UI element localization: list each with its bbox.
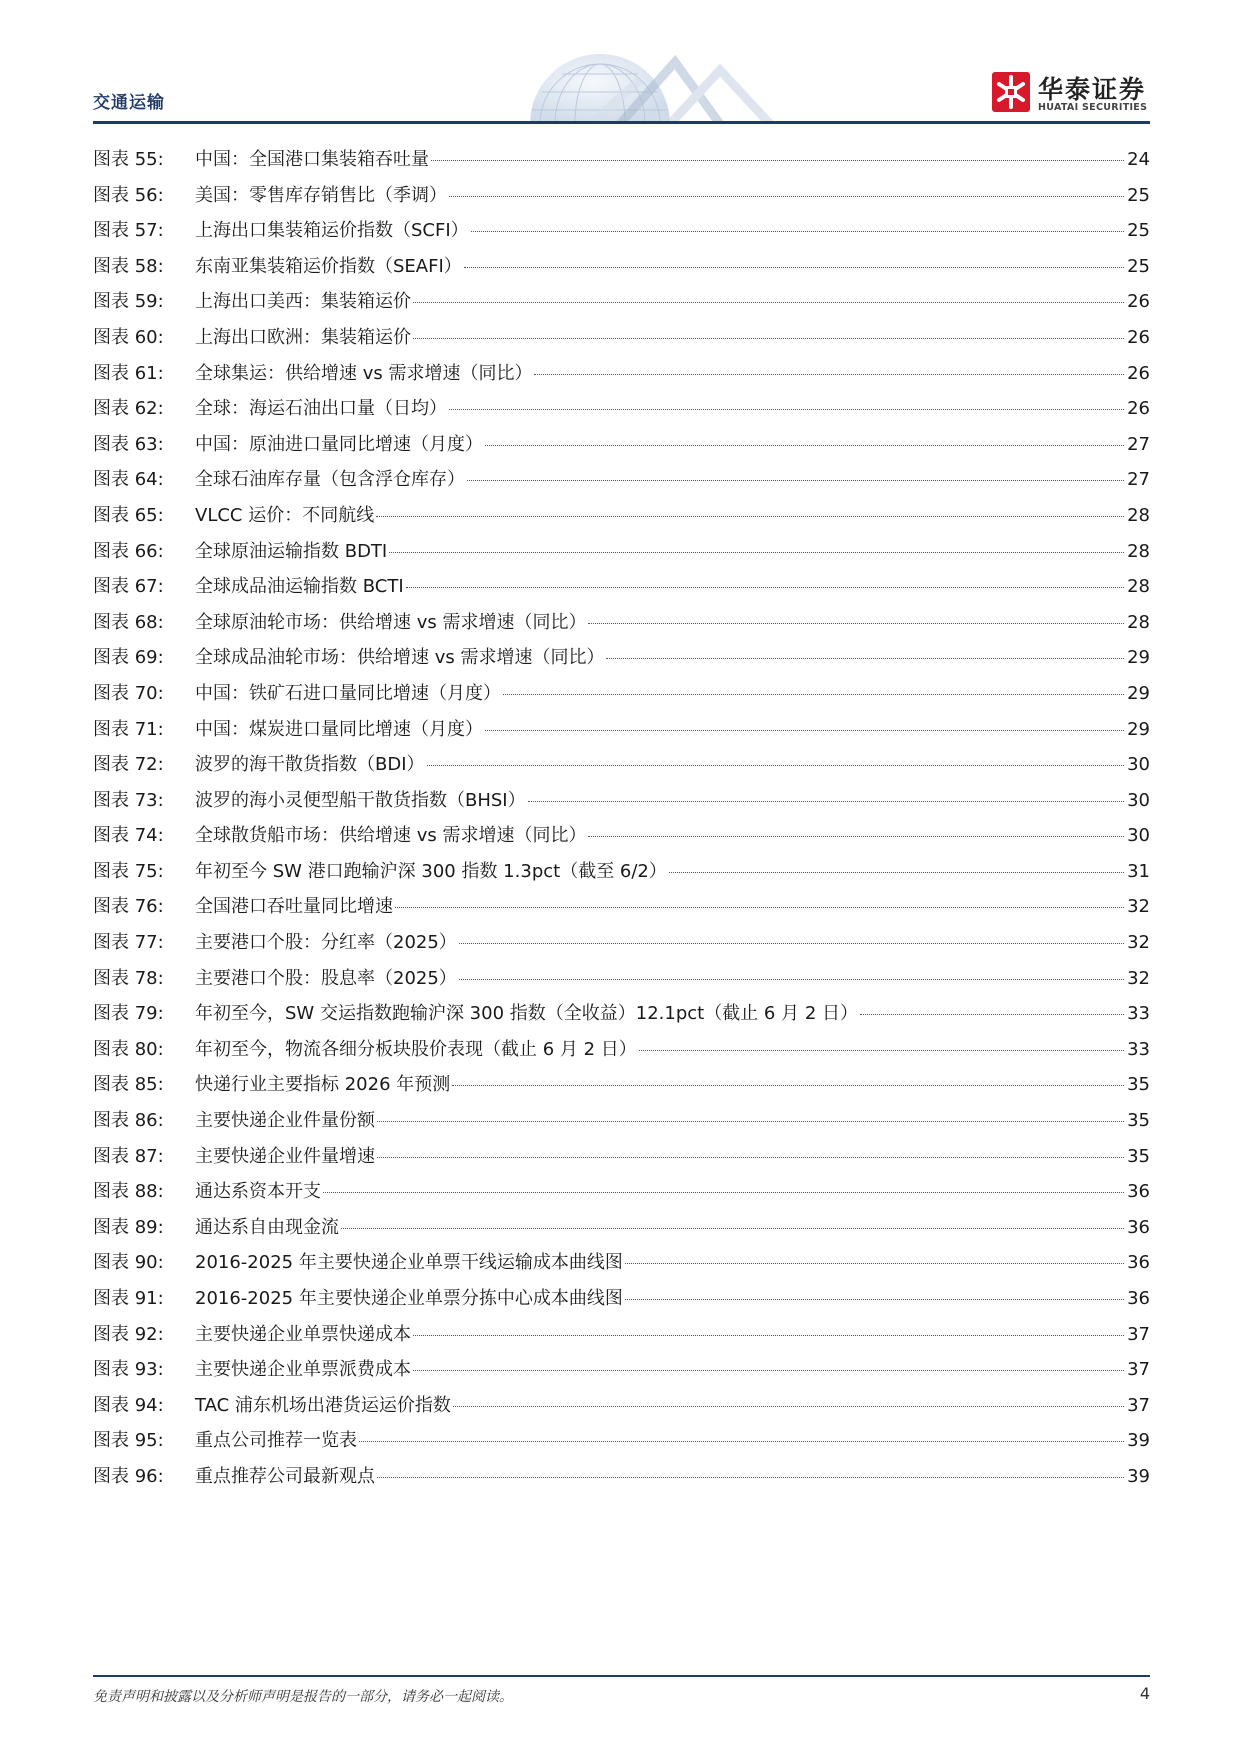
toc-leader-dots xyxy=(413,1370,1124,1371)
toc-entry-label: 图表 94: xyxy=(93,1394,164,1416)
toc-entry-title: 中国：原油进口量同比增速（月度） xyxy=(195,433,483,455)
toc-entry-title: 年初至今，SW 交运指数跑输沪深 300 指数（全收益）12.1pct（截止 6 月 2 日） xyxy=(195,1003,858,1025)
toc-entry[interactable] xyxy=(93,1355,1150,1391)
toc-entry-title: 年初至今，物流各细分板块股价表现（截止 6 月 2 日） xyxy=(195,1038,637,1060)
toc-entry-title: 东南亚集装箱运价指数（SEAFI） xyxy=(195,255,462,277)
toc-entry-label: 图表 59: xyxy=(93,291,164,313)
toc-leader-dots xyxy=(413,302,1124,303)
toc-entry[interactable] xyxy=(93,323,1150,359)
toc-entry-title: 上海出口欧洲：集装箱运价 xyxy=(195,326,411,348)
toc-entry-label: 图表 95: xyxy=(93,1430,164,1452)
toc-entry-page: 36 xyxy=(1127,1181,1150,1203)
toc-entry-title: 中国：全国港口集装箱吞吐量 xyxy=(195,149,429,170)
toc-leader-dots xyxy=(413,1335,1124,1336)
toc-entry[interactable] xyxy=(93,1106,1150,1142)
toc-entry-page: 26 xyxy=(1127,326,1150,348)
toc-entry-label: 图表 65: xyxy=(93,504,164,526)
toc-entry-label: 图表 88: xyxy=(93,1181,164,1203)
toc-leader-dots xyxy=(528,801,1124,802)
toc-entry-page: 33 xyxy=(1127,1003,1150,1025)
toc-entry-page: 35 xyxy=(1127,1145,1150,1167)
toc-leader-dots xyxy=(449,196,1124,197)
toc-entry-label: 图表 73: xyxy=(93,789,164,811)
toc-entry[interactable] xyxy=(93,394,1150,430)
toc-entry[interactable] xyxy=(93,892,1150,928)
toc-entry-title: 全球成品油轮市场：供给增速 vs 需求增速（同比） xyxy=(195,647,605,669)
toc-entry-label: 图表 64: xyxy=(93,469,164,491)
toc-entry[interactable] xyxy=(93,1462,1150,1498)
toc-entry-label: 图表 78: xyxy=(93,967,164,989)
globe-decoration-icon xyxy=(470,40,800,124)
toc-entry-label: 图表 61: xyxy=(93,362,164,384)
toc-entry-label: 图表 70: xyxy=(93,682,164,704)
toc-entry-title: 全球原油轮市场：供给增速 vs 需求增速（同比） xyxy=(195,611,587,633)
toc-entry-page: 32 xyxy=(1127,967,1150,989)
toc-entry[interactable] xyxy=(93,1142,1150,1178)
toc-entry-page: 28 xyxy=(1127,576,1150,598)
page-number: 4 xyxy=(1139,1684,1150,1703)
section-name: 交通运输 xyxy=(93,93,165,113)
toc-entry[interactable] xyxy=(93,679,1150,715)
toc-entry-page: 36 xyxy=(1127,1288,1150,1309)
toc-entry-label: 图表 87: xyxy=(93,1145,164,1167)
toc-entry-label: 图表 57: xyxy=(93,220,164,242)
toc-entry-page: 36 xyxy=(1127,1252,1150,1274)
toc-entry-page: 25 xyxy=(1127,220,1150,242)
toc-entry[interactable] xyxy=(93,252,1150,288)
logo-chinese-text: 华泰证券 xyxy=(1038,75,1147,104)
toc-entry[interactable] xyxy=(93,430,1150,466)
toc-entry-title: 通达系资本开支 xyxy=(195,1181,321,1203)
figure-list xyxy=(93,145,1150,1498)
toc-entry-label: 图表 63: xyxy=(93,433,164,455)
toc-entry-page: 37 xyxy=(1127,1323,1150,1345)
toc-entry-page: 27 xyxy=(1127,433,1150,455)
toc-leader-dots xyxy=(452,1085,1124,1086)
toc-entry-title: 主要港口个股：分红率（2025） xyxy=(195,932,457,954)
toc-entry-title: 快递行业主要指标 2026 年预测 xyxy=(195,1074,451,1096)
toc-leader-dots xyxy=(377,1477,1124,1478)
toc-entry[interactable] xyxy=(93,857,1150,893)
toc-entry-label: 图表 72: xyxy=(93,754,164,776)
toc-entry-title: 全球散货船市场：供给增速 vs 需求增速（同比） xyxy=(195,825,587,847)
toc-entry[interactable] xyxy=(93,359,1150,395)
toc-entry-label: 图表 58: xyxy=(93,255,164,277)
toc-leader-dots xyxy=(860,1014,1124,1015)
toc-leader-dots xyxy=(534,374,1124,375)
toc-entry[interactable] xyxy=(93,1070,1150,1106)
huatai-logo xyxy=(992,70,1152,116)
toc-leader-dots xyxy=(453,1406,1124,1407)
toc-entry-title: 美国：零售库存销售比（季调） xyxy=(195,184,447,206)
toc-leader-dots xyxy=(449,409,1124,410)
toc-entry-title: 年初至今 SW 港口跑输沪深 300 指数 1.3pct（截至 6/2） xyxy=(195,860,667,882)
toc-leader-dots xyxy=(413,338,1124,339)
toc-entry[interactable] xyxy=(93,216,1150,252)
toc-entry-label: 图表 77: xyxy=(93,932,164,954)
toc-entry-label: 图表 89: xyxy=(93,1216,164,1238)
logo-english-text: HUATAI SECURITIES xyxy=(1038,102,1148,113)
toc-entry-label: 图表 93: xyxy=(93,1359,164,1381)
toc-entry-page: 30 xyxy=(1127,754,1150,776)
toc-entry-title: 波罗的海干散货指数（BDI） xyxy=(195,754,425,776)
toc-entry[interactable] xyxy=(93,181,1150,217)
toc-leader-dots xyxy=(377,1121,1124,1122)
toc-entry[interactable] xyxy=(93,1284,1150,1320)
toc-entry-page: 35 xyxy=(1127,1074,1150,1096)
toc-entry-page: 30 xyxy=(1127,825,1150,847)
toc-entry-title: 全球原油运输指数 BDTI xyxy=(195,540,388,562)
toc-entry-page: 32 xyxy=(1127,932,1150,954)
toc-entry-title: 2016-2025 年主要快递企业单票分拣中心成本曲线图 xyxy=(195,1288,623,1309)
toc-entry[interactable] xyxy=(93,928,1150,964)
toc-entry[interactable] xyxy=(93,1320,1150,1356)
toc-entry[interactable] xyxy=(93,1391,1150,1427)
toc-entry-label: 图表 80: xyxy=(93,1038,164,1060)
toc-leader-dots xyxy=(485,730,1124,731)
toc-entry-page: 36 xyxy=(1127,1216,1150,1238)
toc-entry[interactable] xyxy=(93,964,1150,1000)
toc-entry[interactable] xyxy=(93,287,1150,323)
toc-entry-label: 图表 86: xyxy=(93,1110,164,1132)
toc-entry-label: 图表 69: xyxy=(93,647,164,669)
toc-entry-title: TAC 浦东机场出港货运运价指数 xyxy=(195,1394,451,1416)
footer-divider xyxy=(93,1675,1150,1677)
toc-entry-page: 32 xyxy=(1127,896,1150,918)
toc-leader-dots xyxy=(464,267,1124,268)
toc-entry-page: 39 xyxy=(1127,1430,1150,1452)
toc-entry-label: 图表 55: xyxy=(93,149,164,170)
toc-leader-dots xyxy=(588,623,1124,624)
toc-entry[interactable] xyxy=(93,1248,1150,1284)
toc-leader-dots xyxy=(359,1441,1124,1442)
toc-entry-page: 29 xyxy=(1127,682,1150,704)
toc-entry[interactable] xyxy=(93,643,1150,679)
toc-leader-dots xyxy=(625,1299,1124,1300)
toc-entry-label: 图表 67: xyxy=(93,576,164,598)
toc-entry-page: 29 xyxy=(1127,718,1150,740)
toc-entry-label: 图表 71: xyxy=(93,718,164,740)
toc-entry-title: 全球石油库存量（包含浮仓库存） xyxy=(195,469,465,491)
toc-leader-dots xyxy=(406,587,1124,588)
toc-leader-dots xyxy=(588,836,1124,837)
toc-entry-page: 25 xyxy=(1127,184,1150,206)
toc-entry-label: 图表 60: xyxy=(93,326,164,348)
toc-entry-title: 主要快递企业件量增速 xyxy=(195,1145,375,1167)
toc-leader-dots xyxy=(323,1192,1124,1193)
toc-entry-title: 全国港口吞吐量同比增速 xyxy=(195,896,393,918)
toc-leader-dots xyxy=(485,445,1124,446)
toc-entry-label: 图表 92: xyxy=(93,1323,164,1345)
toc-entry-page: 37 xyxy=(1127,1359,1150,1381)
toc-entry-page: 29 xyxy=(1127,647,1150,669)
toc-entry-title: 中国：铁矿石进口量同比增速（月度） xyxy=(195,682,501,704)
toc-leader-dots xyxy=(377,1157,1124,1158)
toc-entry-label: 图表 91: xyxy=(93,1288,164,1309)
toc-entry[interactable] xyxy=(93,786,1150,822)
toc-entry-title: 上海出口集装箱运价指数（SCFI） xyxy=(195,220,469,242)
toc-leader-dots xyxy=(467,480,1124,481)
toc-entry[interactable] xyxy=(93,501,1150,537)
toc-entry-page: 28 xyxy=(1127,504,1150,526)
toc-leader-dots xyxy=(389,552,1124,553)
toc-entry-page: 35 xyxy=(1127,1110,1150,1132)
toc-entry-title: 重点推荐公司最新观点 xyxy=(195,1465,375,1487)
toc-entry-title: 通达系自由现金流 xyxy=(195,1216,339,1238)
toc-entry-title: 全球集运：供给增速 vs 需求增速（同比） xyxy=(195,362,533,384)
toc-entry-title: VLCC 运价：不同航线 xyxy=(195,504,375,526)
toc-entry-label: 图表 68: xyxy=(93,611,164,633)
huatai-logo-icon xyxy=(992,72,1030,112)
toc-entry-label: 图表 85: xyxy=(93,1074,164,1096)
toc-entry-page: 30 xyxy=(1127,789,1150,811)
toc-leader-dots xyxy=(395,907,1124,908)
toc-leader-dots xyxy=(427,765,1124,766)
toc-entry-label: 图表 76: xyxy=(93,896,164,918)
toc-entry-title: 主要快递企业单票快递成本 xyxy=(195,1323,411,1345)
toc-entry[interactable] xyxy=(93,465,1150,501)
toc-entry-label: 图表 90: xyxy=(93,1252,164,1274)
toc-entry[interactable] xyxy=(93,715,1150,751)
toc-entry[interactable] xyxy=(93,1213,1150,1249)
toc-entry-page: 26 xyxy=(1127,362,1150,384)
toc-entry-page: 37 xyxy=(1127,1394,1150,1416)
toc-entry-title: 主要快递企业单票派费成本 xyxy=(195,1359,411,1381)
toc-entry-title: 全球成品油运输指数 BCTI xyxy=(195,576,404,598)
toc-entry-title: 主要港口个股：股息率（2025） xyxy=(195,967,457,989)
toc-entry-label: 图表 96: xyxy=(93,1465,164,1487)
toc-entry-title: 中国：煤炭进口量同比增速（月度） xyxy=(195,718,483,740)
toc-entry-label: 图表 74: xyxy=(93,825,164,847)
toc-entry-page: 27 xyxy=(1127,469,1150,491)
toc-entry-page: 31 xyxy=(1127,860,1150,882)
toc-entry-label: 图表 75: xyxy=(93,860,164,882)
toc-entry-label: 图表 66: xyxy=(93,540,164,562)
toc-entry-page: 28 xyxy=(1127,611,1150,633)
toc-entry-page: 33 xyxy=(1127,1038,1150,1060)
toc-entry-page: 25 xyxy=(1127,255,1150,277)
toc-entry-label: 图表 56: xyxy=(93,184,164,206)
toc-entry[interactable] xyxy=(93,999,1150,1035)
toc-entry-title: 上海出口美西：集装箱运价 xyxy=(195,291,411,313)
toc-entry-label: 图表 62: xyxy=(93,398,164,420)
toc-entry-page: 24 xyxy=(1127,149,1150,170)
toc-leader-dots xyxy=(606,658,1124,659)
toc-leader-dots xyxy=(341,1228,1124,1229)
toc-entry[interactable] xyxy=(93,1035,1150,1071)
toc-entry[interactable] xyxy=(93,750,1150,786)
toc-entry[interactable] xyxy=(93,608,1150,644)
toc-entry-page: 39 xyxy=(1127,1465,1150,1487)
toc-leader-dots xyxy=(459,979,1124,980)
toc-entry-label: 图表 79: xyxy=(93,1003,164,1025)
toc-entry[interactable] xyxy=(93,537,1150,573)
toc-entry-page: 28 xyxy=(1127,540,1150,562)
toc-leader-dots xyxy=(639,1050,1124,1051)
toc-leader-dots xyxy=(625,1263,1124,1264)
toc-entry-page: 26 xyxy=(1127,291,1150,313)
toc-entry[interactable] xyxy=(93,821,1150,857)
toc-entry-title: 波罗的海小灵便型船干散货指数（BHSI） xyxy=(195,789,526,811)
toc-entry-title: 主要快递企业件量份额 xyxy=(195,1110,375,1132)
toc-entry-page: 26 xyxy=(1127,398,1150,420)
toc-entry[interactable] xyxy=(93,145,1150,181)
toc-entry[interactable] xyxy=(93,1426,1150,1462)
footer-disclaimer: 免责声明和披露以及分析师声明是报告的一部分，请务必一起阅读。 xyxy=(93,1689,513,1705)
toc-leader-dots xyxy=(503,694,1124,695)
toc-entry-title: 重点公司推荐一览表 xyxy=(195,1430,357,1452)
toc-entry-title: 全球：海运石油出口量（日均） xyxy=(195,398,447,420)
toc-leader-dots xyxy=(431,160,1124,161)
toc-entry[interactable] xyxy=(93,572,1150,608)
toc-entry-title: 2016-2025 年主要快递企业单票干线运输成本曲线图 xyxy=(195,1252,623,1274)
page-header xyxy=(0,0,1241,130)
toc-leader-dots xyxy=(669,872,1124,873)
header-divider xyxy=(93,121,1150,124)
toc-leader-dots xyxy=(459,943,1124,944)
toc-leader-dots xyxy=(471,231,1124,232)
toc-leader-dots xyxy=(376,516,1124,517)
toc-entry[interactable] xyxy=(93,1177,1150,1213)
